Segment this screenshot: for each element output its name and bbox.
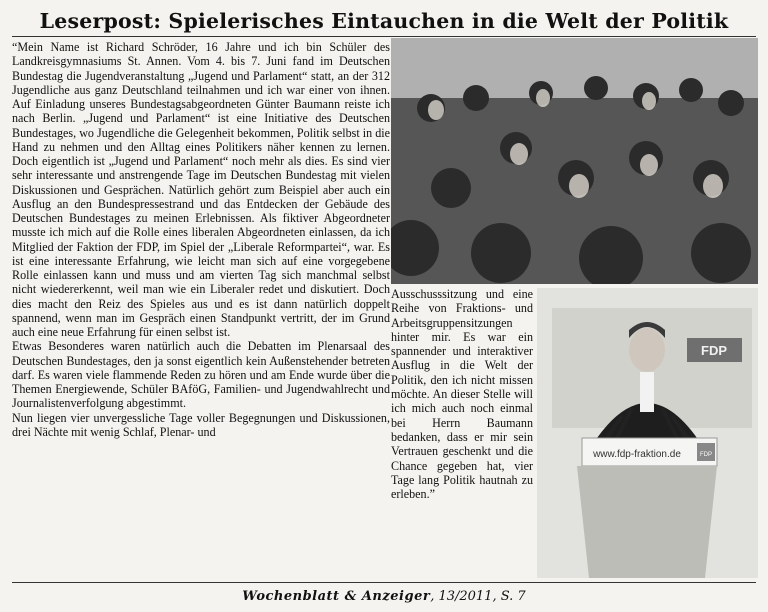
photo-audience-plenary bbox=[391, 38, 758, 284]
article-body-main bbox=[12, 40, 390, 439]
issue-reference: , 13/2011, S. 7 bbox=[430, 589, 526, 604]
page-footer bbox=[0, 586, 768, 608]
article-paragraph: Nun liegen vier unvergessliche Tage voller Begegnungen und Diskussionen, drei Nächte mit wenig Schlaf, Plenar- und bbox=[12, 410, 390, 439]
newspaper-masthead: Wochenblatt & Anzeiger bbox=[242, 589, 431, 604]
article-paragraph: Ausschusssitzung und eine Reihe von Fraktions- und Arbeitsgruppensitzungen hinter mir. Es war ein spannender und interaktiver Ausflug in die Welt der Politik, den ich nicht missen möchte. An dieser Stelle will ich mich auch noch einmal bei Herrn Baumann bedanken, dass er mir sein Vertrauen geschenkt und die Chance gegeben hat, vier Tage lang Politik hautnah zu erleben.” bbox=[391, 287, 533, 502]
photo-speaker-at-podium bbox=[537, 288, 758, 578]
podium-banner-logo: FDP bbox=[700, 452, 712, 458]
article-paragraph: “Mein Name ist Richard Schröder, 16 Jahre und ich bin Schüler des Landkreisgymnasiums St. Annen. Vom 4. bis 7. Juni fand im Deutschen Bundestag die Jugendveranstaltung „Jugend und Parlament“ statt, an der 312 Jugendliche aus ganz Deutschland teilnahmen und ich war einer von ihnen. Auf Einladung unseres Bundestagsabgeordneten Günter Baumann reiste ich nach Berlin. „Jugend und Parlament“ ist eine Initiative des Deutschen Bundestages, wo Jugendliche die Gelegenheit bekommen, Politik selbst in die Hand zu nehmen und den Alltag eines Politikers näher kennen zu lernen. Doch eigentlich ist „Jugend und Parlament“ noch mehr als dies. Es sind vier sehr interessante und anstrengende Tage im Deutschen Bundestag mit vielen Diskussionen und Gesprächen. Natürlich gehört zum Beispiel aber auch ein Ausflug an den Bundespressestrand und das Entdecken der Gebäude des Deutschen Bundestages zu meinen Erlebnissen. Als fiktiver Abgeordneter musste ich mich auf die Rolle eines liberalen Abgeordneten einlassen, da ich Mitglied der Faktion der FDP, im Spiel der „Liberale Reformpartei“, war. Es ist eine interessante Erfahrung, wie leicht man sich auf eine vorgegebene Rolle einlassen kann und muss und am vierten Tag sich manchmal selbst nicht wiedererkennt, weil man wie ein Liberaler redet und diskutiert. Doch dies macht den Reiz des Spieles aus und es ist dann natürlich doppelt spannend, wenn man im Gespräch einen Standpunkt vertritt, der im Grund auch eine neue Erfahrung für einen selbst ist. bbox=[12, 40, 390, 339]
article-body-side-column bbox=[391, 287, 533, 501]
podium-banner-url: www.fdp-fraktion.de bbox=[593, 449, 681, 460]
headline-rule bbox=[12, 36, 756, 37]
article-paragraph: Etwas Besonderes waren natürlich auch die Debatten im Plenarsaal des Deutschen Bundestages, den ja sonst eigentlich kein Außenstehender betreten darf. Es waren viele flammende Reden zu hören und am Ende wurde über die Themen Energiewende, Schüler BAföG, Familien- und Jugendwahlrecht und Journalistenverfolgung abgestimmt. bbox=[12, 339, 390, 411]
article-headline: Leserpost: Spielerisches Eintauchen in die Welt der Politik bbox=[39, 9, 729, 33]
wall-logo-text: FDP bbox=[701, 343, 727, 358]
speaker-illustration bbox=[537, 288, 758, 578]
audience-illustration bbox=[391, 38, 758, 284]
footer-rule bbox=[12, 582, 756, 583]
